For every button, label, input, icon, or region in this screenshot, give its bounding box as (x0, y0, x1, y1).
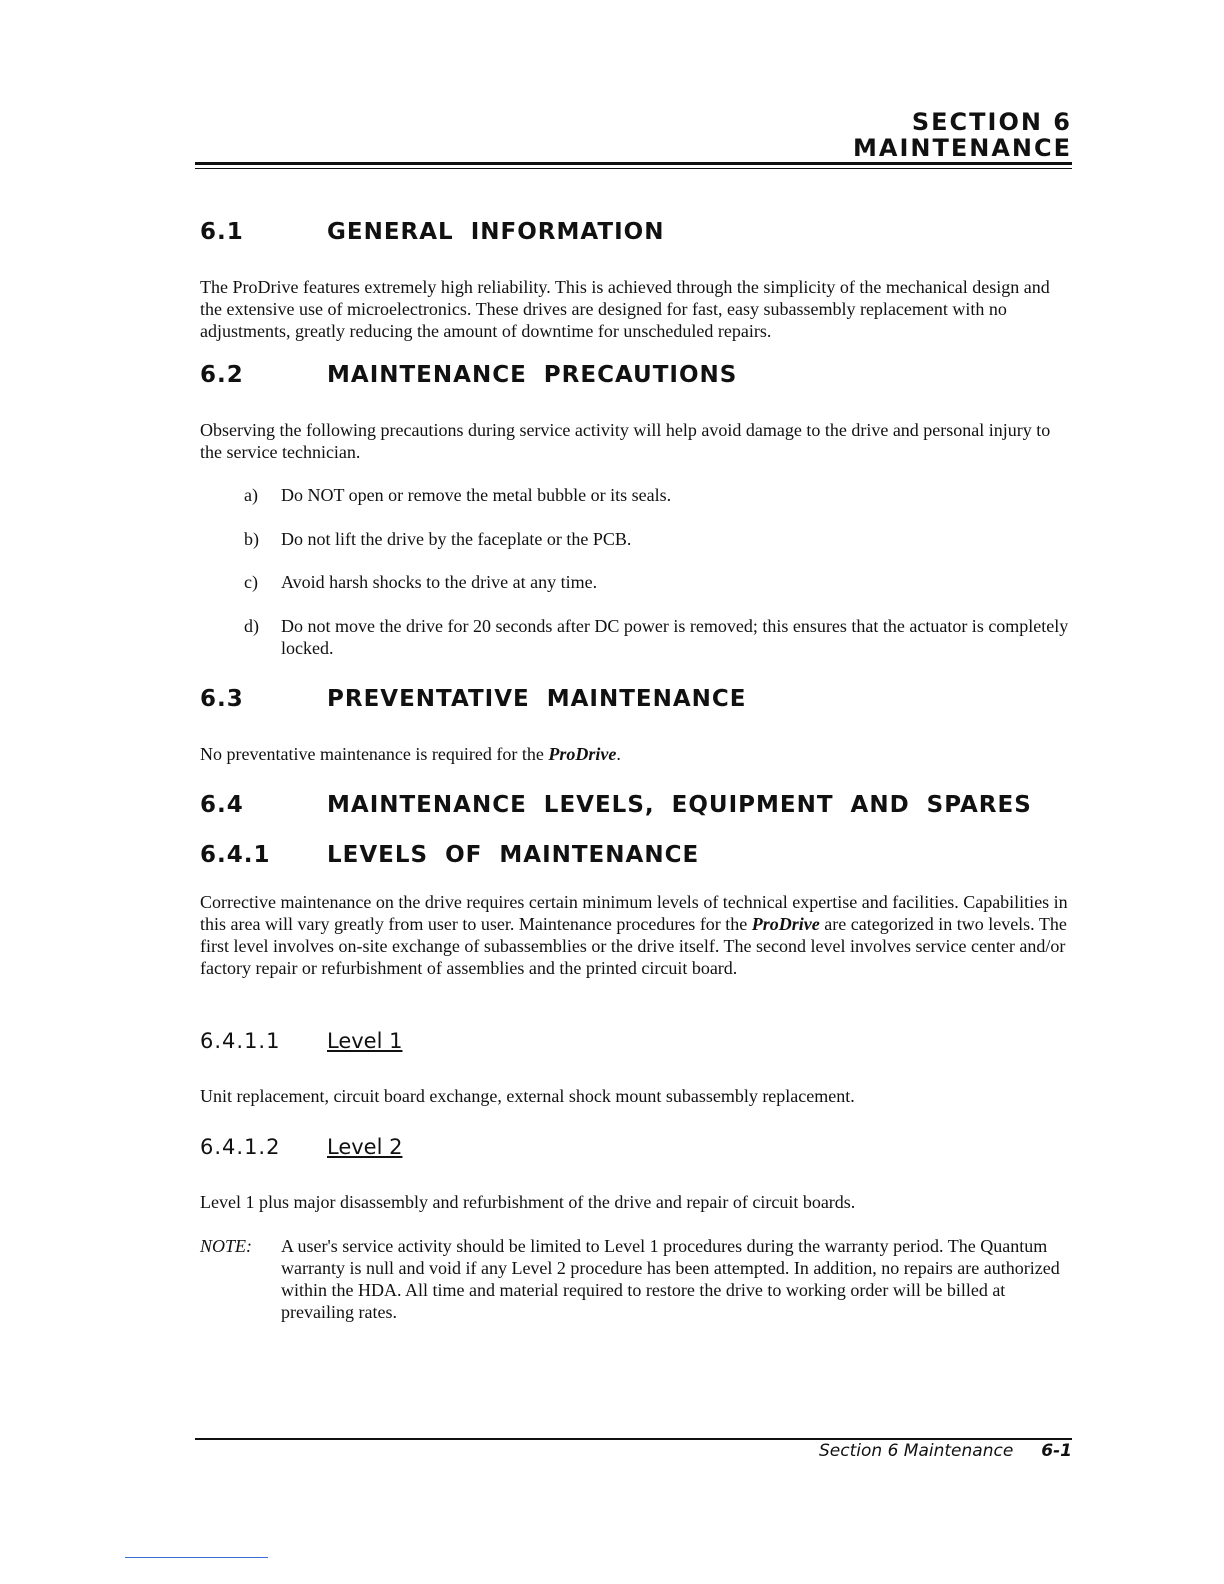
scan-artifact-line (125, 1557, 268, 1558)
list-item-text: Do not move the drive for 20 seconds after DC power is removed; this ensures that the actuator is completely locked. (281, 616, 1069, 658)
list-item (244, 615, 1075, 659)
footer-section: Section 6 Maintenance (819, 1441, 1014, 1461)
list-item-label: c) (244, 572, 258, 592)
note-label: NOTE: (200, 1236, 253, 1256)
paragraph-6-4-1 (200, 891, 1075, 979)
text-run: . (616, 744, 621, 764)
list-item-text: Avoid harsh shocks to the drive at any time. (281, 572, 598, 592)
page-number: 6-1 (1041, 1441, 1072, 1461)
paragraph-6-3 (200, 743, 1075, 765)
text-run: No preventative maintenance is required for the (200, 744, 549, 764)
heading-title: Level 1 (327, 1029, 403, 1053)
heading-number: 6.1 (200, 219, 244, 245)
paragraph-6-2: Observing the following precautions during service activity will help avoid damage to the drive and personal injury to the service technician. (200, 420, 1051, 462)
heading-number: 6.4.1.1 (200, 1029, 281, 1053)
list-item-text: Do NOT open or remove the metal bubble or its seals. (281, 485, 672, 505)
text-run: Corrective maintenance on the drive requires certain minimum levels of technical expertise and facilities. Capabilities in this area will vary greatly from user to user. Maintenance procedures for the (200, 892, 1068, 934)
heading-title: PREVENTATIVE MAINTENANCE (327, 686, 747, 712)
list-item-text: Do not lift the drive by the faceplate or the PCB. (281, 529, 632, 549)
paragraph-6-4-1-2: Level 1 plus major disassembly and refurbishment of the drive and repair of circuit boards. (200, 1192, 856, 1212)
list-item-label: d) (244, 616, 259, 636)
paragraph-6-4-1-1: Unit replacement, circuit board exchange, external shock mount subassembly replacement. (200, 1086, 855, 1106)
heading-number: 6.4 (200, 792, 244, 818)
header-rule (195, 162, 1072, 165)
section-title: MAINTENANCE (853, 134, 1072, 162)
note (200, 1235, 1075, 1323)
list-item-label: b) (244, 529, 259, 549)
page-footer (819, 1441, 1072, 1461)
section-label: SECTION 6 (911, 108, 1072, 136)
paragraph-6-1: The ProDrive features extremely high reliability. This is achieved through the simplicity of the mechanical design and the extensive use of microelectronics. These drives are designed for fast, easy subassembly replacement with no adjustments, greatly reducing the amount of downtime for unscheduled repairs. (200, 277, 1050, 341)
heading-title: MAINTENANCE PRECAUTIONS (327, 362, 738, 388)
heading-title: Level 2 (327, 1135, 403, 1159)
product-name: ProDrive (548, 744, 617, 764)
list-item-label: a) (244, 485, 258, 505)
text-run: are categorized in two levels. The first level involves on-site exchange of subassemblies or the drive itself. The second level involves service center and/or factory repair or refurbishment of assemblies and the printed circuit board. (200, 914, 1067, 978)
footer-rule (195, 1438, 1072, 1440)
note-text: A user's service activity should be limited to Level 1 procedures during the warranty period. The Quantum warranty is null and void if any Level 2 procedure has been attempted. In addition, no repairs are authorized within the HDA. All time and material required to restore the drive to working order will be billed at prevailing rates. (281, 1236, 1060, 1322)
header-rule-thin (195, 168, 1072, 169)
heading-number: 6.2 (200, 362, 244, 388)
list-item (244, 528, 1075, 550)
heading-title: MAINTENANCE LEVELS, EQUIPMENT AND SPARES (327, 792, 1032, 818)
product-name: ProDrive (751, 914, 820, 934)
heading-number: 6.4.1 (200, 842, 271, 868)
heading-number: 6.3 (200, 686, 244, 712)
list-item (244, 571, 1075, 593)
heading-number: 6.4.1.2 (200, 1135, 281, 1159)
list-item (244, 484, 1075, 506)
heading-title: LEVELS OF MAINTENANCE (327, 842, 700, 868)
heading-title: GENERAL INFORMATION (327, 219, 665, 245)
